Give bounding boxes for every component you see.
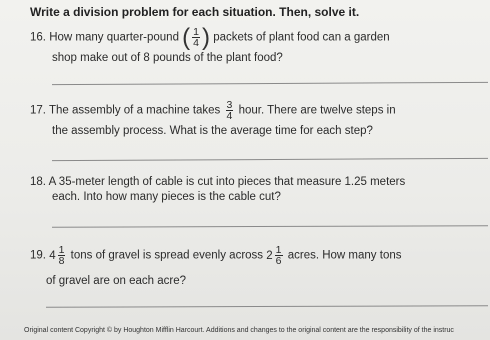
question-19-line-2: of gravel are on each acre? bbox=[46, 275, 187, 287]
question-19-line-1 bbox=[30, 245, 401, 266]
question-18-line-2: each. Into how many pieces is the cable cut? bbox=[52, 191, 281, 203]
question-text: A 35-meter length of cable is cut into pieces that measure 1.25 meters bbox=[48, 176, 406, 188]
question-16-line-1 bbox=[30, 23, 390, 51]
question-number: 16. bbox=[30, 31, 46, 44]
left-paren: ( bbox=[182, 23, 191, 51]
answer-line-17 bbox=[52, 158, 488, 161]
answer-line-18 bbox=[52, 225, 488, 228]
answer-line-19 bbox=[46, 305, 488, 308]
question-17-line-2: the assembly process. What is the average time for each step? bbox=[52, 125, 373, 137]
question-16-line-2: shop make out of 8 pounds of the plant food? bbox=[52, 52, 283, 64]
question-18-line-1 bbox=[30, 176, 405, 189]
fraction-one-quarter: $\frac{1}{4}$ bbox=[193, 26, 200, 49]
question-text: packets of plant food can a garden bbox=[213, 31, 390, 44]
question-number: 17. bbox=[30, 104, 46, 117]
mixed-number-whole: 2 bbox=[266, 249, 273, 262]
fraction-one-sixth: $\frac{1}{6}$ bbox=[275, 244, 282, 267]
mixed-number-whole: 4 bbox=[49, 249, 56, 262]
fraction-three-quarters: $\frac{3}{4}$ bbox=[226, 99, 233, 122]
question-text: acres. How many tons bbox=[287, 249, 402, 262]
worksheet-heading: Write a division problem for each situation. Then, solve it. bbox=[30, 5, 360, 19]
question-text: tons of gravel is spread evenly across bbox=[70, 249, 264, 262]
answer-line-16 bbox=[52, 82, 488, 85]
question-number: 19. bbox=[30, 249, 46, 262]
fraction-one-eighth: $\frac{1}{8}$ bbox=[58, 244, 65, 267]
copyright-footer: Original content Copyright © by Houghton Mifflin Harcourt. Additions and changes to the original content are the responsibility of the instruc bbox=[24, 327, 454, 334]
question-number: 18. bbox=[30, 176, 46, 188]
right-paren: ) bbox=[202, 23, 211, 51]
question-text: The assembly of a machine takes bbox=[49, 104, 221, 117]
question-text: hour. There are twelve steps in bbox=[238, 104, 396, 117]
question-text: How many quarter-pound bbox=[49, 31, 179, 44]
question-17-line-1 bbox=[30, 100, 396, 121]
